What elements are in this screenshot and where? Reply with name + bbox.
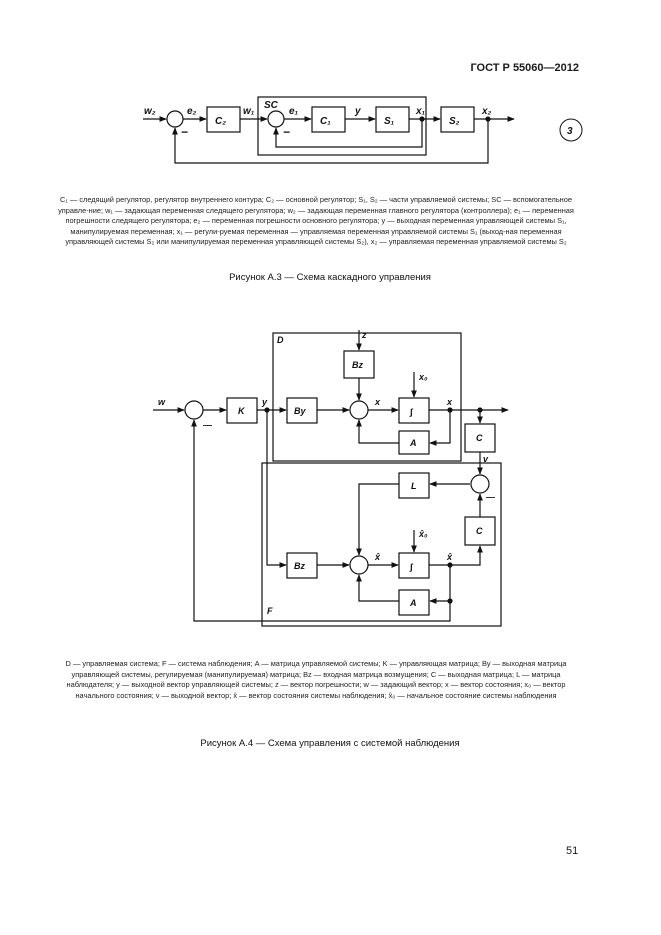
sum-junction-plant — [350, 401, 368, 419]
label-f: F — [267, 606, 273, 616]
figure-a4-labels — [158, 330, 496, 616]
block-integrator-low — [399, 553, 429, 578]
label-c-top: C — [476, 433, 483, 443]
figure-a3-legend: C₁ — следящий регулятор, регулятор внутреннего контура; C₂ — основной регулятор; S₁, S₂ — части управляемой системы; SC — вспомогательное управле-ние; w₁ — задающая переменная следящего регулятора; w₂ — задающая переменная главного регулятора (контроллера); e₁ — переменная погрешности следящего регулятора; e₂ — переменная погрешности основного регулятора; y — выходная переменная управляющей системы S₁, манипулируемая переменная; x₁ — регули-руемая переменная — управляемая переменная управляемой системы S₁ (выход-ная переменная управляющей системы S₂ или манипулируемая переменная управляющей системы S₂), x₂ — управляемая переменная управляемой системы S₂ — [58, 195, 574, 247]
label-y: y — [355, 106, 361, 117]
label-xh-out: x̂ — [447, 552, 453, 562]
label-y: y — [262, 397, 268, 407]
figure-a4-diagram — [153, 330, 508, 626]
label-by: By — [294, 406, 306, 416]
sum-junction-observer — [350, 556, 368, 574]
label-integrator-top: ∫ — [410, 407, 413, 417]
block-integrator-top — [399, 398, 429, 423]
label-a-top: A — [410, 438, 417, 448]
label-c2: C₂ — [215, 116, 227, 127]
figure-a4-legend: D — управляемая система; F — система наблюдения; A — матрица управляемой системы; K — управляющая матрица; By — выходная матрица управляющей системы, регулируемая (манипулируемая) матрица; Bz — входная матрица возмущения; C — выходная матрица; L — матрица наблюдателя; y — выходной вектор управляющей системы; z — вектор погрешности; w — задающий вектор; x — вектор состояния; x₀ — вектор начального состояния; v — выходной вектор; x̂ — вектор состояния системы наблюдения; x̂₀ — начальное состояние системы наблюдения — [65, 659, 567, 700]
minus-sign-e1: − — [283, 125, 291, 139]
label-bz-low: Bz — [294, 561, 305, 571]
label-c1: C₁ — [320, 116, 331, 127]
label-c-low: C — [476, 526, 483, 536]
document-id: ГОСТ Р 55060—2012 — [470, 62, 579, 74]
label-x1: x₁ — [416, 106, 426, 117]
sum-junction-error — [471, 475, 489, 493]
label-w: w — [158, 397, 166, 407]
marker-number: 3 — [567, 126, 573, 137]
label-e1: e₁ — [289, 106, 299, 117]
label-s2: S₂ — [449, 116, 460, 127]
label-xh-in: x̂ — [375, 552, 381, 562]
label-a-low: A — [410, 598, 417, 608]
label-e2: e₂ — [187, 106, 197, 117]
label-s1: S₁ — [384, 116, 395, 127]
figure-a3-diagram — [143, 97, 582, 163]
label-k: K — [238, 406, 245, 416]
figure-a4-caption: Рисунок А.4 — Схема управления с системой наблюдения — [200, 738, 460, 749]
page-number: 51 — [566, 845, 579, 857]
sum-junction-main — [185, 401, 203, 419]
minus-sign-e2: − — [181, 125, 189, 139]
label-bz-top: Bz — [352, 360, 363, 370]
label-w1: w₁ — [243, 106, 255, 117]
minus-sign-main: — — [203, 420, 212, 430]
label-x2: x₂ — [482, 106, 492, 117]
label-z: z — [362, 330, 367, 340]
label-x-out: x — [447, 397, 453, 407]
figure-a3-caption: Рисунок А.3 — Схема каскадного управления — [229, 272, 431, 283]
label-x-in: x — [375, 397, 381, 407]
label-v: v — [483, 454, 489, 464]
label-xh0: x̂₀ — [419, 529, 428, 539]
label-integrator-low: ∫ — [410, 562, 413, 572]
label-w2: w₂ — [144, 106, 156, 117]
label-x0: x₀ — [419, 372, 428, 382]
label-d: D — [277, 335, 284, 345]
sum-junction-e1 — [268, 111, 284, 127]
label-l: L — [411, 481, 417, 491]
minus-sign-observer: — — [486, 492, 495, 502]
label-sc: SC — [264, 100, 278, 111]
